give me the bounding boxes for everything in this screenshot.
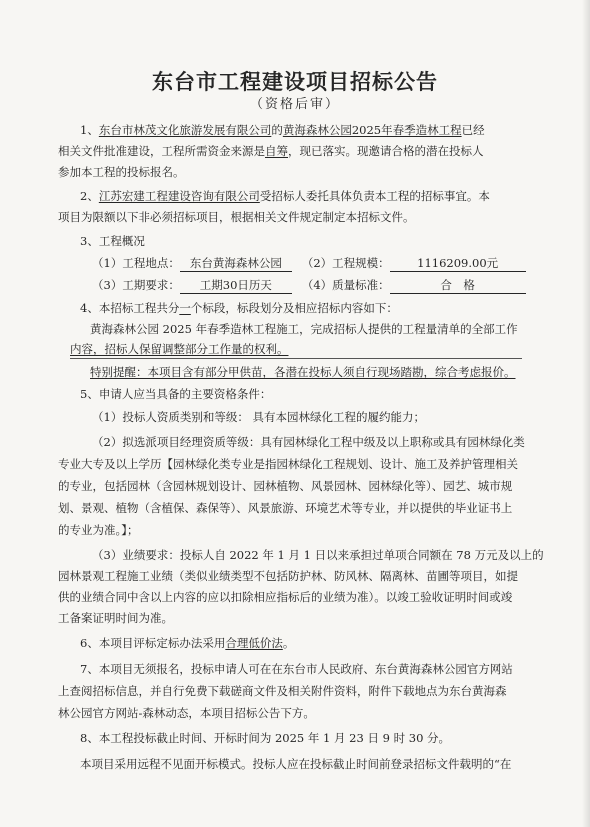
fund-source: 自筹: [265, 144, 288, 158]
para1-line2: [58, 141, 484, 162]
bid-content-line1: 黄海森林公园 2025 年春季造林工程施工，完成招标人提供的工程量清单的全部工作: [90, 322, 518, 336]
scale-value: 1116209.00元: [390, 255, 526, 272]
para7-line2: 上查阅招标信息，并自行免费下载磋商文件及相关附件资料，附件下载地点为东台黄海森: [58, 684, 507, 698]
project-period-row: [92, 275, 526, 296]
para6-text: 。: [282, 636, 295, 650]
qualification-3-line1: （3）业绩要求：投标人自 2022 年 1 月 1 日以来承担过单项合同额在 78 万元及以上的: [92, 548, 544, 562]
qualification-2-line2: 专业大专及以上学历【园林绿化类专业是指园林绿化工程规划、设计、施工及养护管理相关: [58, 457, 518, 471]
bid-content-line2: 内容，招标人保留调整部分工作量的权利。: [70, 342, 289, 356]
page-edge-shadow: [582, 0, 590, 827]
qualification-3-line3: 供的业绩合同中含以上内容的应以扣除相应指标后的业绩为准）。以竣工验收证明时间或竣: [58, 590, 513, 604]
para2-text: 受招标人委托具体负责本工程的招标事宜。本: [259, 189, 490, 203]
agent-name: 江苏宏建工程建设咨询有限公司: [98, 189, 260, 203]
qualification-2-line4: 划、景观、植物（含植保、森保等）、风景旅游、环境艺术等专业，并以提供的毕业证书上: [58, 501, 513, 515]
evaluation-method: 合理低价法: [225, 636, 283, 650]
para4-line1: [80, 298, 398, 319]
para3-heading: 3、工程概况: [80, 234, 145, 248]
qualification-2-line1: （2）拟选派项目经理资质等级：具有园林绿化工程中级及以上职称或具有园林绿化类: [92, 435, 525, 449]
para4-text: 个标段，标段划分及相应招标内容如下：: [190, 301, 398, 315]
document-title: 东台市工程建设项目招标公告: [152, 70, 438, 94]
location-label: （1）工程地点：: [92, 256, 180, 270]
qualification-3-line2: 园林景观工程施工业绩（类似业绩类型不包括防护林、防风林、隔离林、苗圃等项目，如提: [58, 569, 518, 583]
para1-text: 相关文件批准建设，工程所需资金来源是: [58, 144, 265, 158]
qualification-1: （1）投标人资质类别和等级： 具有本园林绿化工程的履约能力；: [92, 410, 425, 424]
qualification-2-line3: 的专业，包括园林（含园林规划设计、园林植物、风景园林、园林绿化等）、园艺、城市规: [58, 479, 513, 493]
quality-value: 合 格: [390, 277, 526, 294]
para1-text: ，现已落实。现邀请合格的潜在投标人: [288, 144, 484, 158]
project-name: 黄海森林公园2025年春季造林工程: [282, 123, 462, 137]
para7-line3: 林公园官方网站-森林动态，本项目招标公告下方。: [58, 706, 315, 720]
qualification-3-line4: 工备案证明时间为准。: [58, 611, 173, 625]
para4-text: 4、本招标工程共分: [80, 301, 180, 315]
section-count: 一: [179, 301, 191, 315]
para1-line3: 参加本工程的投标报名。: [58, 165, 185, 179]
para1-line1: [80, 120, 485, 141]
para1-text: 的: [271, 123, 283, 137]
period-value: 工期30日历天: [180, 277, 292, 294]
para2-number: 2、: [80, 189, 99, 203]
para1-number: 1、: [80, 123, 99, 137]
para6-text: 6、本项目评标定标办法采用: [80, 636, 226, 650]
para8-line1: 8、本工程投标截止时间、开标时间为 2025 年 1 月 23 日 9 时 30 分。: [80, 731, 451, 745]
qualification-2-line5: 的专业为准。】；: [58, 523, 139, 537]
owner-name: 东台市林茂文化旅游发展有限公司: [98, 123, 272, 137]
quality-label: （4）质量标准：: [301, 278, 390, 292]
period-label: （3）工期要求：: [92, 278, 180, 292]
document-subtitle: （资格后审）: [249, 97, 340, 112]
scale-label: （2）工程规模：: [301, 256, 390, 270]
project-location-row: [92, 253, 526, 274]
para2-line2: 项目为限额以下非必须招标项目，根据相关文件规定制定本招标文件。: [58, 210, 415, 224]
para7-line1: 7、本项目无须报名，投标申请人可在在东台市人民政府、东台黄海森林公园官方网站: [80, 662, 513, 676]
special-notice: 特别提醒：本项目含有部分甲供苗，各潜在投标人须自行现场踏勘，综合考虑报价。: [90, 365, 516, 379]
location-value: 东台黄海森林公园: [180, 255, 292, 272]
para6-line: [80, 633, 294, 654]
para8-line2: 本项目采用远程不见面开标模式。投标人应在投标截止时间前登录招标文件载明的“在: [80, 757, 512, 771]
para5-heading: 5、申请人应当具备的主要资格条件：: [80, 387, 272, 401]
para2-line1: [80, 186, 490, 207]
para1-text: 已经: [461, 123, 485, 137]
